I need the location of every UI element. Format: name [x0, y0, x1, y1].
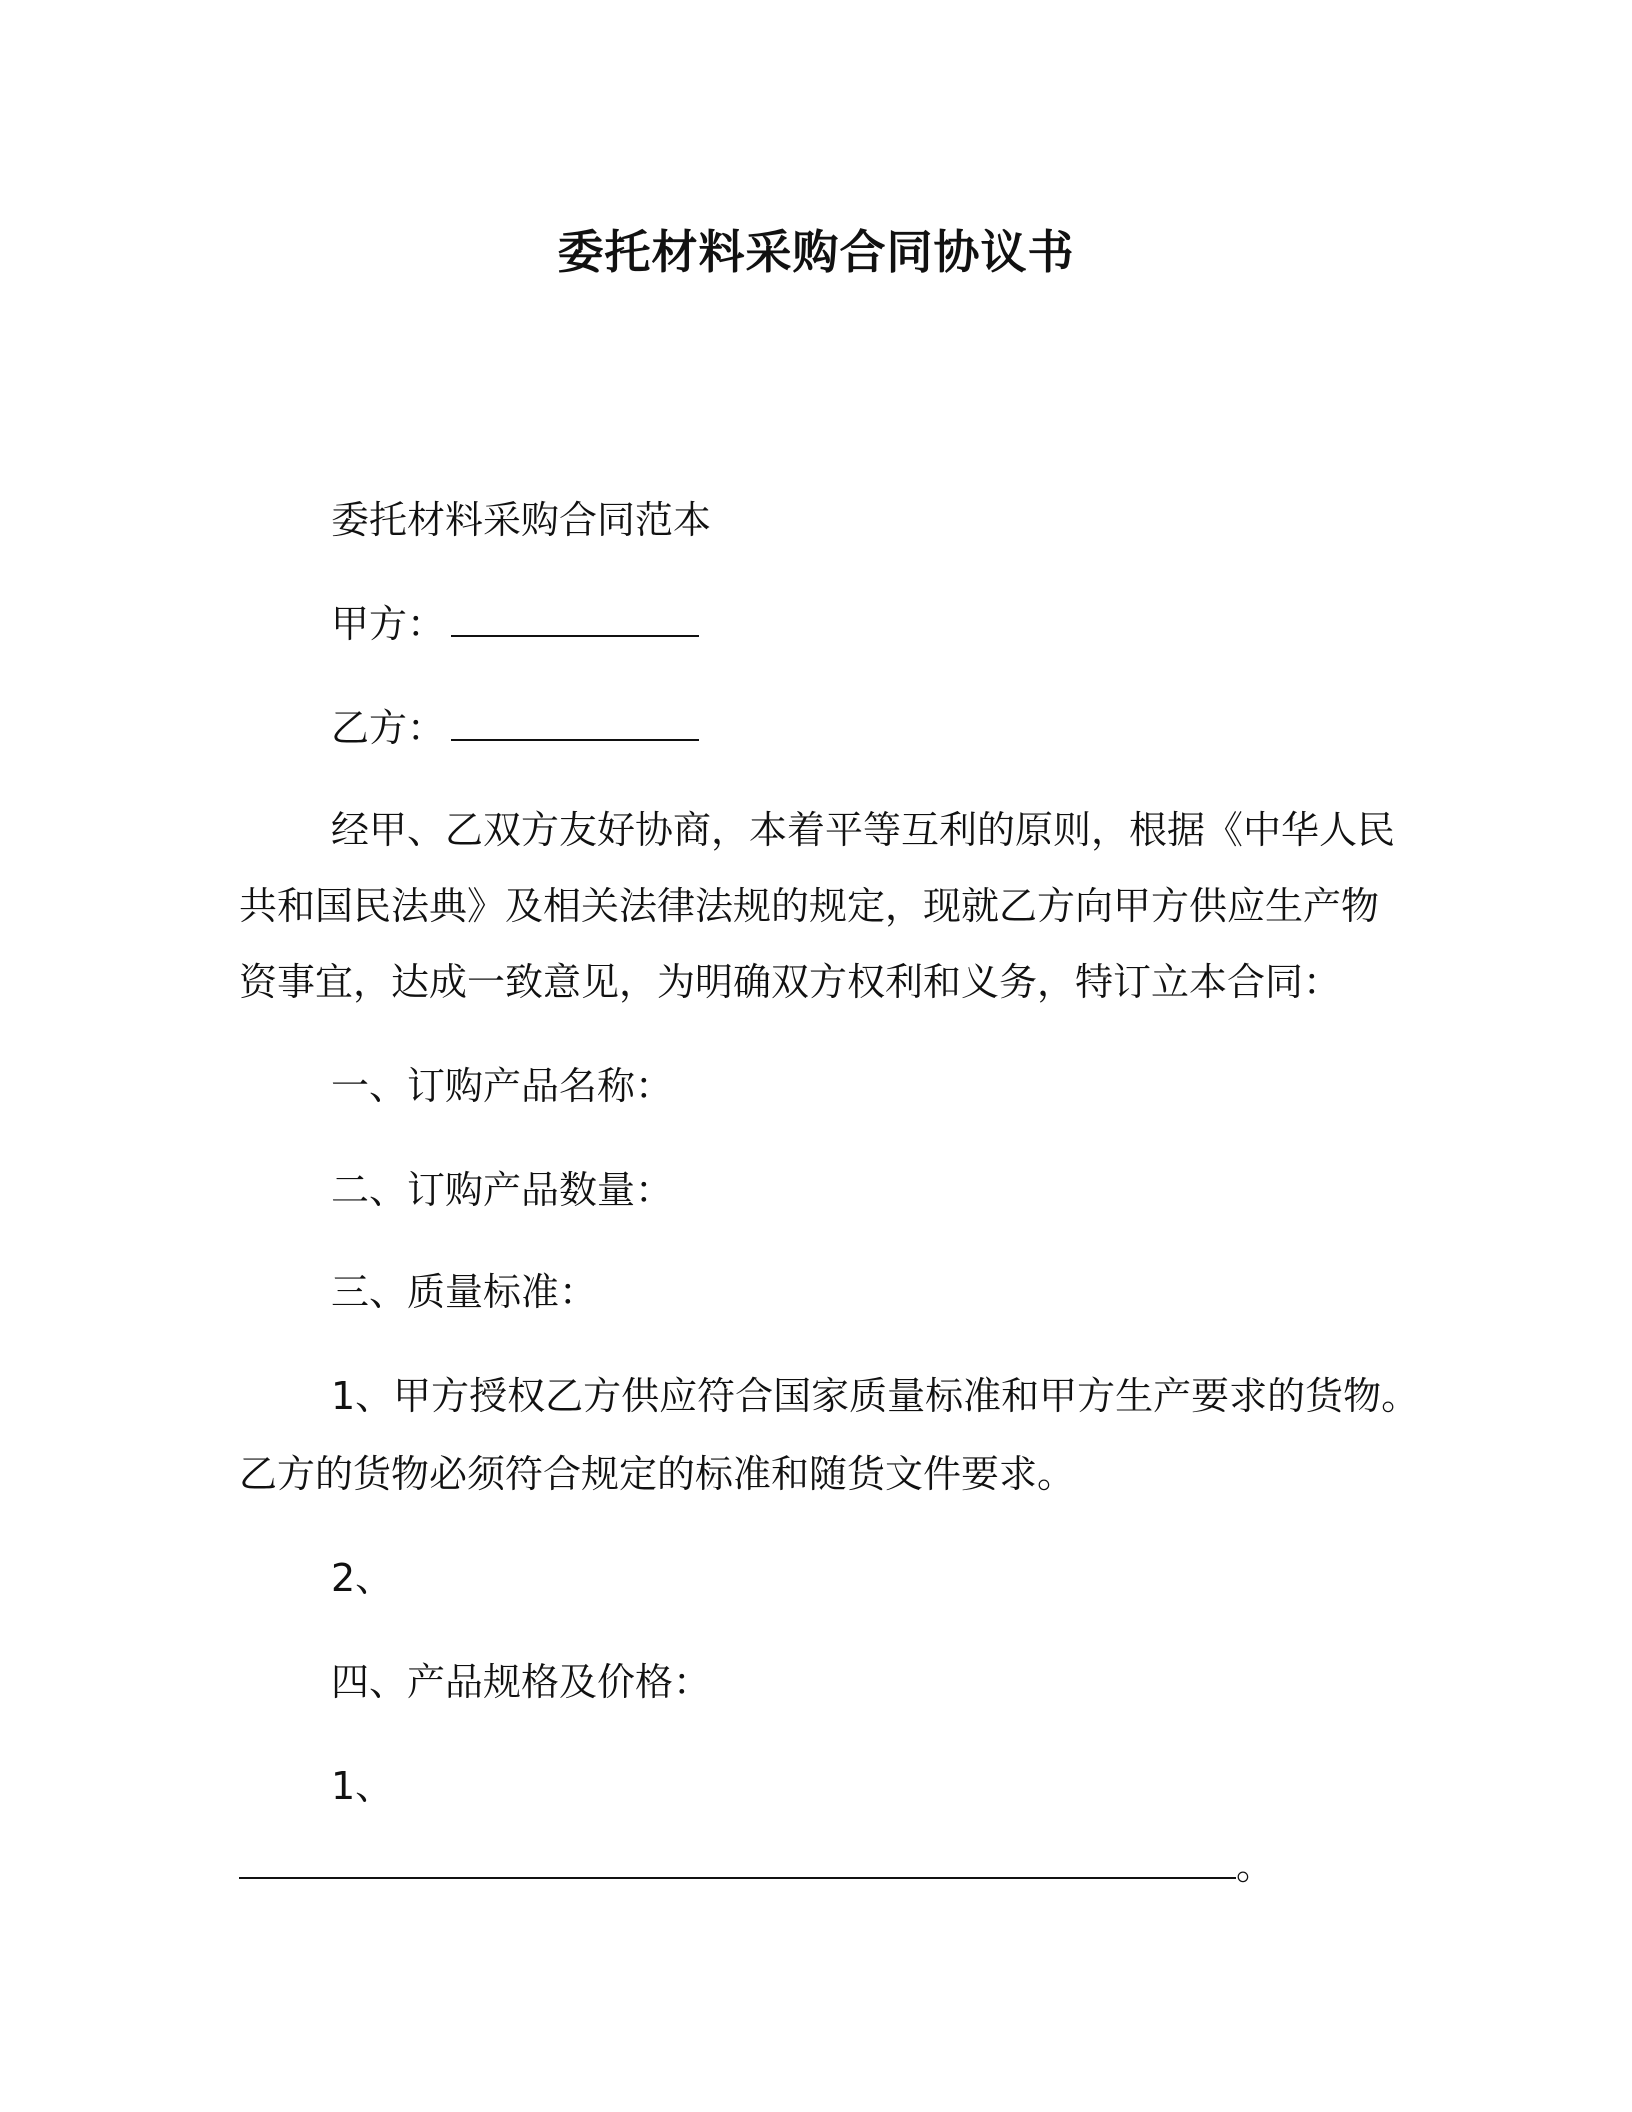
party-a-label: 甲方：	[331, 602, 446, 646]
section4-item1: 1、	[331, 1764, 394, 1808]
section4-heading: 四、产品规格及价格：	[331, 1660, 712, 1704]
party-b-blank	[451, 705, 699, 741]
section3-item2: 2、	[331, 1556, 394, 1600]
party-a-line	[331, 598, 699, 650]
party-b-label: 乙方：	[331, 706, 446, 750]
section4-item1-blank	[239, 1843, 1236, 1879]
preamble-line-2: 共和国民法典》及相关法律法规的规定，现就乙方向甲方供应生产物	[239, 884, 1380, 928]
party-b-line	[331, 702, 699, 754]
section2-heading: 二、订购产品数量：	[331, 1168, 674, 1212]
section3-item1-line-2: 乙方的货物必须符合规定的标准和随货文件要求。	[239, 1452, 1076, 1496]
section3-item1-line-1: 1、甲方授权乙方供应符合国家质量标准和甲方生产要求的货物。	[331, 1374, 1420, 1418]
section4-item1-end-mark: 。	[1236, 1844, 1275, 1888]
section3-heading: 三、质量标准：	[331, 1270, 598, 1314]
document-title: 委托材料采购合同协议书	[557, 225, 1075, 279]
party-a-blank	[451, 601, 699, 637]
section1-heading: 一、订购产品名称：	[331, 1064, 674, 1108]
preamble-line-1: 经甲、乙双方友好协商，本着平等互利的原则，根据《中华人民	[331, 808, 1396, 852]
section4-item1-fill-line	[239, 1840, 1274, 1892]
preamble-line-3: 资事宜，达成一致意见，为明确双方权利和义务，特订立本合同：	[239, 960, 1342, 1004]
document-subtitle: 委托材料采购合同范本	[331, 498, 712, 542]
